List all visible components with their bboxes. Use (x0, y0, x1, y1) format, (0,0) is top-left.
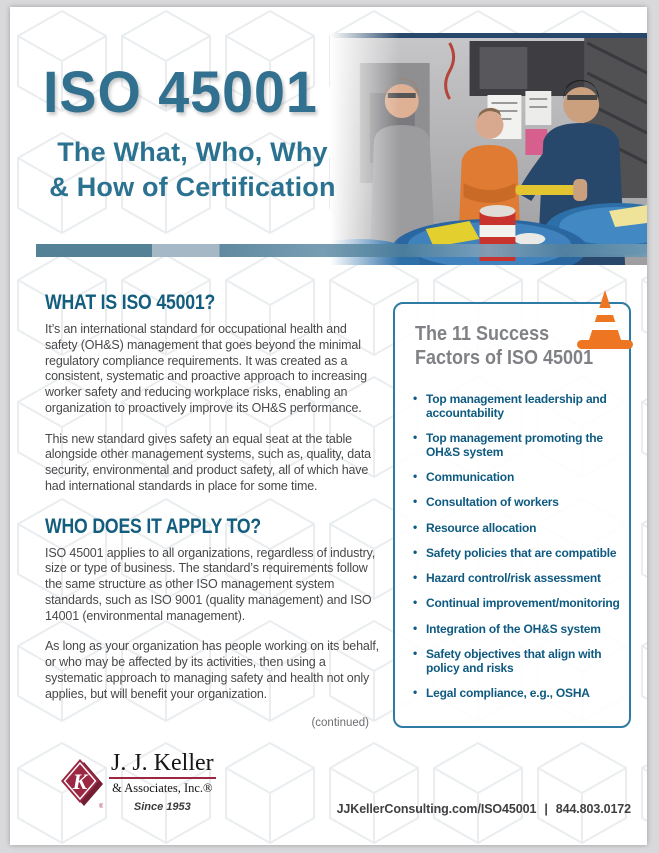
success-factors-panel (393, 302, 631, 728)
panel-title-line1: The 11 Success (415, 323, 550, 345)
section-heading-who: WHO DOES IT APPLY TO? (45, 514, 262, 538)
success-factor-item: • Communication (413, 471, 623, 485)
page-subtitle-line1: The What, Who, Why (57, 137, 328, 167)
page-subtitle (40, 135, 345, 204)
panel-title-line2: Factors of ISO 45001 (415, 347, 594, 370)
success-factor-item: • Integration of the OH&S system (413, 623, 623, 637)
success-factor-item: • Consultation of workers (413, 496, 623, 510)
success-factor-item: • Legal compliance, e.g., OSHA (413, 687, 623, 701)
contact-separator: | (544, 802, 548, 816)
page-subtitle-line2: & How of Certification (49, 171, 336, 202)
website-link[interactable]: JJKellerConsulting.com/ISO45001 (336, 802, 537, 816)
section-heading-what: WHAT IS ISO 45001? (45, 291, 216, 314)
main-content (45, 291, 379, 729)
logo-company-name: J. J. Keller (109, 751, 216, 779)
logo-since: Since 1953 (133, 801, 191, 814)
success-factor-item: • Hazard control/risk assessment (413, 572, 623, 586)
flyer-page (10, 7, 647, 845)
success-factor-item: • Safety policies that are compatible (413, 547, 623, 561)
who-paragraph-1: ISO 45001 applies to all organizations, regardless of industry, size or type of business. The standard’s requirements follow the same structure as other ISO management system standards, such as ISO 9001 (quality management) and ISO 14001 (environmental management). (45, 545, 376, 623)
panel-title (415, 322, 608, 371)
footer-contact (337, 802, 631, 816)
jjkeller-logo (57, 751, 216, 813)
what-paragraph-2: This new standard gives safety an equal seat at the table alongside other management systems, such as, quality, data security, environmental and product safety, all of which have had international standards in place for some time. (45, 431, 371, 493)
jjkeller-diamond-icon (57, 757, 103, 809)
logo-associates: & Associates, Inc.® (112, 781, 213, 796)
divider-band (36, 244, 647, 257)
success-factors-list (413, 393, 623, 701)
page-title: ISO 45001 (43, 60, 318, 125)
phone-number: 844.803.0172 (555, 802, 631, 816)
svg-text:®: ® (99, 804, 103, 809)
success-factor-item: • Top management leadership and accountability (413, 393, 623, 421)
success-factor-item: • Top management promoting the OH&S system (413, 432, 623, 460)
workers-photo (330, 33, 647, 265)
continued-label: (continued) (311, 717, 369, 730)
svg-text:K: K (72, 769, 88, 794)
success-factor-item: • Continual improvement/monitoring (413, 597, 623, 611)
who-paragraph-2: As long as your organization has people working on its behalf, or who may be affected by its activities, then using a systematic approach to managing safety and health not only applies, but will benefit your organization. (45, 639, 379, 701)
logo-text (109, 751, 216, 813)
what-paragraph-1: It’s an international standard for occupational health and safety (OH&S) management that goes beyond the minimal regulatory compliance requirements. It was created as a consistent, systematic and proactive approach to increasing worker safety and reducing workplace risks, enabling an organization to proactively improve its OH&S performance. (45, 322, 367, 415)
success-factor-item: • Safety objectives that align with policy and risks (413, 648, 623, 676)
success-factor-item: • Resource allocation (413, 522, 623, 536)
